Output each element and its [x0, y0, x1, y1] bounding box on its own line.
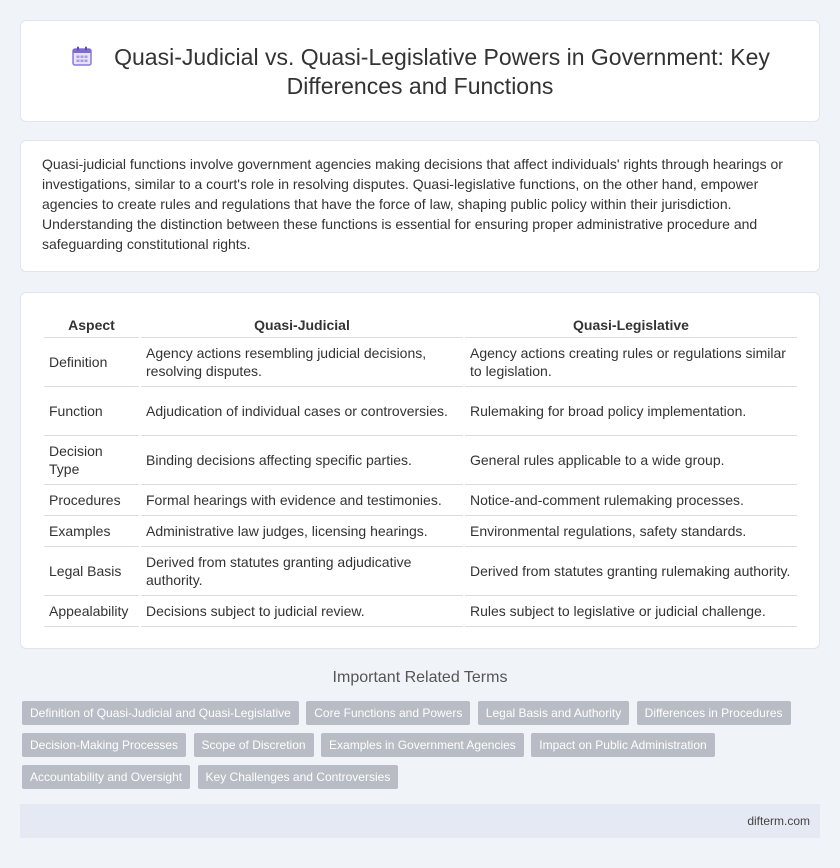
comparison-table — [42, 313, 799, 627]
page-title-text: Quasi-Judicial vs. Quasi-Legislative Powers in Government: Key Differences and Functions — [114, 44, 770, 99]
related-term-tag[interactable]: Differences in Procedures — [637, 701, 791, 725]
page-title — [61, 43, 779, 101]
cell-quasi-legislative: Notice-and-comment rulemaking processes. — [465, 485, 797, 516]
related-terms-list — [22, 701, 812, 797]
cell-aspect: Examples — [44, 516, 139, 547]
table-row — [44, 547, 797, 596]
cell-aspect: Legal Basis — [44, 547, 139, 596]
header-aspect: Aspect — [44, 313, 139, 338]
cell-aspect: Appealability — [44, 596, 139, 627]
cell-quasi-judicial: Decisions subject to judicial review. — [141, 596, 463, 627]
cell-quasi-judicial: Binding decisions affecting specific parties. — [141, 436, 463, 485]
table-row — [44, 436, 797, 485]
related-term-tag[interactable]: Accountability and Oversight — [22, 765, 190, 789]
cell-quasi-legislative: Agency actions creating rules or regulations similar to legislation. — [465, 338, 797, 387]
header-quasi-judicial: Quasi-Judicial — [141, 313, 463, 338]
cell-quasi-legislative: General rules applicable to a wide group. — [465, 436, 797, 485]
footer-site-link[interactable]: difterm.com — [747, 814, 810, 828]
cell-quasi-legislative: Environmental regulations, safety standards. — [465, 516, 797, 547]
cell-aspect: Function — [44, 387, 139, 436]
table-row — [44, 485, 797, 516]
cell-quasi-judicial: Agency actions resembling judicial decisions, resolving disputes. — [141, 338, 463, 387]
related-term-tag[interactable]: Core Functions and Powers — [306, 701, 470, 725]
related-term-tag[interactable]: Key Challenges and Controversies — [198, 765, 399, 789]
cell-quasi-judicial: Formal hearings with evidence and testimonies. — [141, 485, 463, 516]
cell-aspect: Definition — [44, 338, 139, 387]
header-card — [20, 20, 820, 122]
related-term-tag[interactable]: Scope of Discretion — [194, 733, 314, 757]
cell-quasi-legislative: Derived from statutes granting rulemaking authority. — [465, 547, 797, 596]
calendar-icon — [70, 44, 94, 68]
table-row — [44, 516, 797, 547]
intro-paragraph: Quasi-judicial functions involve government agencies making decisions that affect individuals' rights through hearings or investigations, similar to a court's role in resolving disputes. Quasi-legislative functions, on the other hand, empower agencies to create rules and regulations that have the force of law, shaping public policy within their jurisdiction. Understanding the distinction between these functions is essential for ensuring proper administrative procedure and safeguarding constitutional rights. — [42, 156, 783, 252]
related-term-tag[interactable]: Legal Basis and Authority — [478, 701, 629, 725]
cell-quasi-legislative: Rules subject to legislative or judicial challenge. — [465, 596, 797, 627]
table-header-row — [44, 313, 797, 338]
related-term-tag[interactable]: Examples in Government Agencies — [321, 733, 524, 757]
intro-card — [20, 140, 820, 272]
cell-quasi-judicial: Derived from statutes granting adjudicative authority. — [141, 547, 463, 596]
footer — [20, 804, 820, 838]
cell-quasi-legislative: Rulemaking for broad policy implementation. — [465, 387, 797, 436]
related-term-tag[interactable]: Definition of Quasi-Judicial and Quasi-Legislative — [22, 701, 299, 725]
cell-quasi-judicial: Adjudication of individual cases or controversies. — [141, 387, 463, 436]
cell-aspect: Procedures — [44, 485, 139, 516]
related-term-tag[interactable]: Decision-Making Processes — [22, 733, 186, 757]
table-row — [44, 338, 797, 387]
cell-aspect: Decision Type — [44, 436, 139, 485]
comparison-card — [20, 292, 820, 649]
table-row — [44, 387, 797, 436]
cell-quasi-judicial: Administrative law judges, licensing hearings. — [141, 516, 463, 547]
related-term-tag[interactable]: Impact on Public Administration — [531, 733, 714, 757]
table-row — [44, 596, 797, 627]
header-quasi-legislative: Quasi-Legislative — [465, 313, 797, 338]
related-terms-heading: Important Related Terms — [332, 669, 508, 686]
